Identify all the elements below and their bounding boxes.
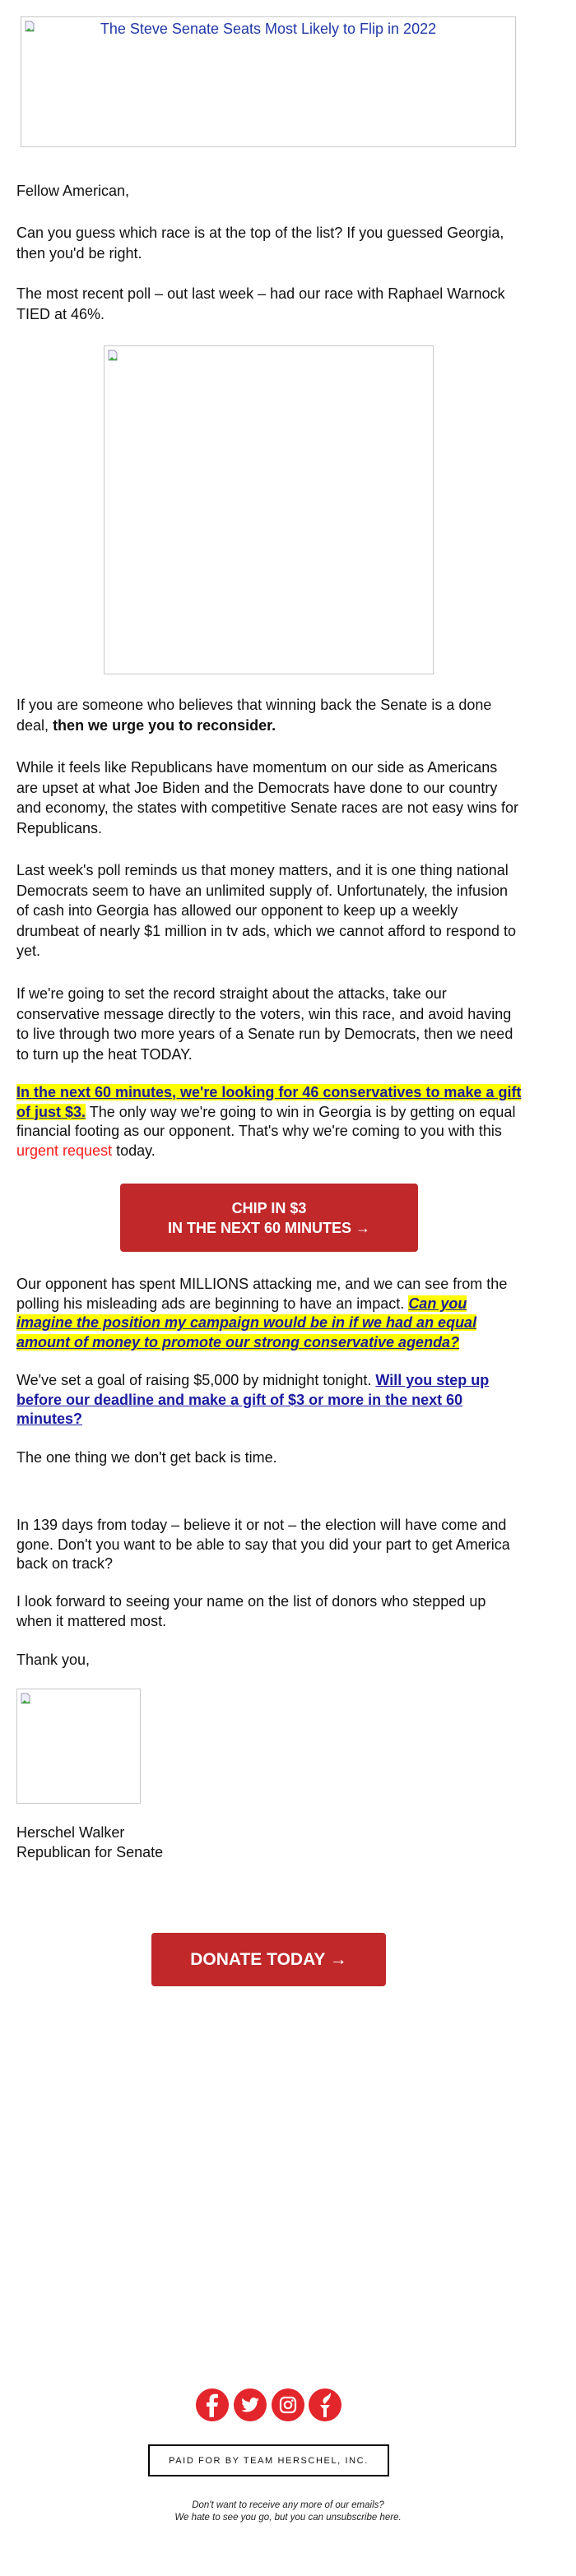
greeting: Fellow American,: [16, 183, 130, 199]
paid-for-text: PAID FOR BY TEAM HERSCHEL, INC.: [169, 2455, 369, 2466]
signature-name: Herschel Walker: [16, 1824, 125, 1841]
donate-link[interactable]: In the next 60 minutes, we're looking for 46 conservatives to make a gift of just $3.: [16, 1084, 522, 1120]
urgent-text: urgent request: [16, 1142, 113, 1159]
twitter-icon[interactable]: [234, 2388, 267, 2421]
paragraph: Last week's poll reminds us that money matters, and it is one thing national Democrats seem to have an unlimited supply of. Unfortunately, the infusion of cash into Georgia has allowed our opponent to keep up a weekly drumbeat of nearly $1 million in tv ads, which we cannot afford to respond to yet.: [16, 862, 517, 959]
paragraph: While it feels like Republicans have momentum on our side as Americans are upset at what Joe Biden and the Democrats have done to our country and economy, the states with competitive Senate races are not easy wins for Republicans.: [16, 759, 518, 836]
unsubscribe-link[interactable]: We hate to see you go, but you can unsubscribe here.: [174, 2513, 402, 2523]
unsubscribe-notice: [0, 2500, 576, 2524]
header-image[interactable]: [21, 16, 516, 147]
text: The only way we're going to win in Georgia is by getting on equal financial footing as our opponent. That's why we're coming to you with this: [16, 1103, 516, 1139]
text: We've set a goal of raising $5,000 by midnight tonight.: [16, 1372, 372, 1388]
chip-in-label-line2: IN THE NEXT 60 MINUTES →: [167, 1219, 371, 1236]
text: Our opponent has spent MILLIONS attacking me, and we can see from the polling his misleading ads are beginning to have an impact.: [16, 1276, 508, 1312]
signature-image: [16, 1689, 141, 1804]
paragraph: [16, 695, 522, 735]
paragraph: If we're going to set the record straight about the attacks, take our conservative message directly to the voters, win this race, and avoid having to live through two more years of a Senate run by Democrats, then we need to turn up the heat TODAY.: [16, 985, 513, 1063]
text: today.: [116, 1142, 156, 1159]
paragraph: In 139 days from today – believe it or not – the election will have come and gone. Don't you want to be able to say that you did your part to get America back on track?: [16, 1517, 510, 1572]
signature-block: [16, 1823, 522, 1862]
paragraph: Can you guess which race is at the top of the list? If you guessed Georgia, then you'd be right.: [16, 225, 504, 262]
paragraph: [16, 1275, 522, 1353]
facebook-icon[interactable]: [196, 2388, 229, 2421]
chip-in-label-line1: CHIP IN $3: [231, 1199, 307, 1216]
donate-link[interactable]: Can you imagine the position my campaign would be in if we had an equal amount of money to promote our strong conservative agenda?: [16, 1295, 477, 1351]
header-image-alt-text: The Steve Senate Seats Most Likely to Flip in 2022: [100, 21, 437, 37]
broken-image-icon: [21, 1693, 30, 1704]
chip-in-button[interactable]: [120, 1184, 418, 1252]
broken-image-icon: [108, 350, 118, 361]
paid-for-disclaimer: [148, 2444, 389, 2476]
candidate-image: [104, 345, 434, 674]
instagram-icon[interactable]: [272, 2388, 304, 2421]
paragraph: The one thing we don't get back is time.: [16, 1449, 277, 1466]
paragraph: The most recent poll – out last week – had our race with Raphael Warnock TIED at 46%.: [16, 285, 505, 322]
paragraph: [16, 1371, 522, 1429]
text: If you are someone who believes that winning back the Senate is a done deal,: [16, 697, 492, 734]
bold-text: then we urge you to reconsider.: [53, 716, 276, 734]
closing: Thank you,: [16, 1652, 91, 1668]
donate-today-label: DONATE TODAY →: [190, 1949, 347, 1969]
donate-today-button[interactable]: [151, 1933, 386, 1986]
donate-link[interactable]: Will you step up before our deadline and make a gift of $3 or more in the next 60 minutes?: [16, 1372, 490, 1428]
unsubscribe-line1: Don't want to receive any more of our emails?: [192, 2500, 384, 2510]
paragraph: I look forward to seeing your name on the list of donors who stepped up when it mattered most.: [16, 1593, 486, 1629]
torch-icon[interactable]: [309, 2388, 341, 2421]
signature-title: Republican for Senate: [16, 1844, 164, 1860]
paragraph: [16, 1083, 522, 1161]
